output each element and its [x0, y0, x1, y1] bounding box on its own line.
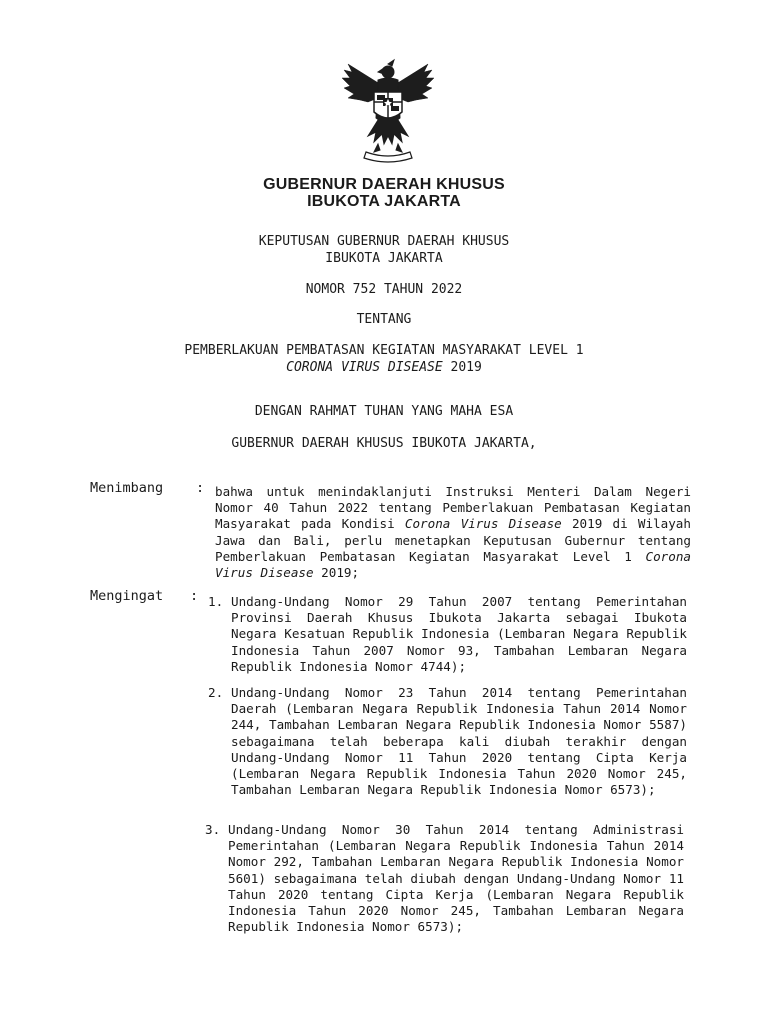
list-item: Undang-Undang Nomor 23 Tahun 2014 tentang Pemerintahan Daerah (Lembaran Negara Republik Indonesia Tahun 2014 Nomor 244, Tambahan Lembaran Negara Republik Indonesia Nomor 5587) sebagaimana telah beberapa kali diubah terakhir dengan Undang-Undang Nomor 11 Tahun 2020 tentang Cipta Kerja (Lembaran Negara Republik Indonesia Tahun 2020 Nomor 245, Tambahan Lembaran Negara Republik Indonesia Nomor 6573); [231, 685, 687, 798]
menimbang-text-c: 2019; [313, 565, 360, 581]
decree-number: NOMOR 752 TAHUN 2022 [305, 282, 463, 297]
menimbang-colon: : [196, 480, 205, 496]
decree-line-1: KEPUTUSAN GUBERNUR DAERAH KHUSUS [258, 234, 510, 249]
menimbang-text [215, 484, 691, 581]
menimbang-text-b: 2019 di Wilayah Jawa dan Bali, perlu menetapkan Keputusan Gubernur tentang Pemberlakuan Pembatasan Kegiatan Masyarakat Level 1 [215, 516, 691, 564]
item-number: 3. [205, 822, 221, 837]
item-number: 2. [208, 685, 224, 700]
subject-rest: 2019 [442, 360, 482, 375]
item-number: 1. [208, 594, 224, 609]
office-line-2: IBUKOTA JAKARTA [307, 193, 461, 210]
menimbang-italic-a: Corona Virus Disease [404, 516, 562, 532]
menimbang-italic-b: Corona Virus Disease [215, 548, 691, 581]
decree-line-2: IBUKOTA JAKARTA [325, 251, 443, 266]
menimbang-text-a: bahwa untuk menindaklanjuti Instruksi Menteri Dalam Negeri Nomor 40 Tahun 2022 tentang Pemberlakuan Pembatasan Kegiatan Masyarakat pada Kondisi [215, 484, 691, 532]
about-heading: TENTANG [356, 312, 412, 327]
governor-line: GUBERNUR DAERAH KHUSUS IBUKOTA JAKARTA, [231, 436, 537, 451]
subject-line-1: PEMBERLAKUAN PEMBATASAN KEGIATAN MASYARAKAT LEVEL 1 [184, 343, 584, 358]
decree-subject [0, 342, 768, 376]
menimbang-label: Menimbang [90, 480, 164, 496]
garuda-emblem-icon [338, 58, 438, 166]
mengingat-label: Mengingat [90, 588, 164, 604]
subject-italic: CORONA VIRUS DISEASE [286, 360, 443, 375]
office-line-1: GUBERNUR DAERAH KHUSUS [263, 176, 505, 193]
list-item: Undang-Undang Nomor 30 Tahun 2014 tentang Administrasi Pemerintahan (Lembaran Negara Republik Indonesia Tahun 2014 Nomor 292, Tambahan Lembaran Negara Republik Indonesia Nomor 5601) sebagaimana telah diubah dengan Undang-Undang Nomor 11 Tahun 2020 tentang Cipta Kerja (Lembaran Negara Republik Indonesia Tahun 2020 Nomor 245, Tambahan Lembaran Negara Republik Indonesia Nomor 6573); [228, 822, 684, 935]
list-item: Undang-Undang Nomor 29 Tahun 2007 tentang Pemerintahan Provinsi Daerah Khusus Ibukota Jakarta sebagai Ibukota Negara Kesatuan Republik Indonesia (Lembaran Negara Republik Indonesia Tahun 2007 Nomor 93, Tambahan Lembaran Negara Republik Indonesia Nomor 4744); [231, 594, 687, 674]
subject-line-2 [0, 359, 768, 376]
decree-title [0, 233, 768, 267]
mengingat-colon: : [190, 588, 199, 604]
invocation: DENGAN RAHMAT TUHAN YANG MAHA ESA [254, 404, 514, 419]
office-title [0, 176, 768, 210]
